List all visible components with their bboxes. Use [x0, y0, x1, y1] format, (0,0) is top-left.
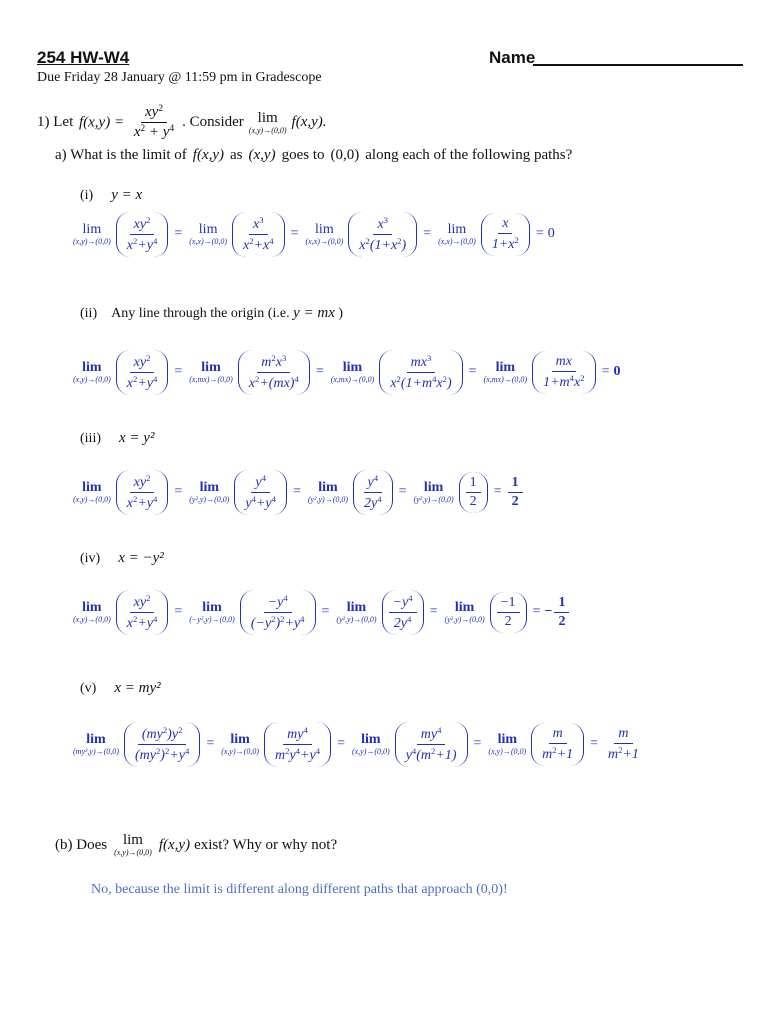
part-a-question: a) What is the limit of f(x,y) as (x,y) goes to (0,0) along each of the following paths?: [55, 147, 573, 163]
path-v-work: lim (my²,y)→(0,0) $\frac{(my^2)y^2}{(my^2)^2+y^4}$ = lim (x,y)→(0,0) $\frac{my^4}{m^2y^4+y^4}$ = lim (x,y)→(0,0) $\frac{my^4}{y^4(m^2+1)}$ = lim (x,y)→(0,0) $\frac{m}{m^2+1}$ = $\frac{m}{m^2+1}$: [70, 722, 645, 767]
path-iv-label: (iv) x = −y²: [80, 550, 164, 566]
part-b-answer: No, because the limit is different along different paths that approach (0,0)!: [91, 882, 508, 897]
path-v-label: (v) x = my²: [80, 680, 161, 696]
path-iv-work: lim (x,y)→(0,0) $\frac{xy^2}{x^2+y^4}$ = lim (−y²,y)→(0,0) $\frac{-y^4}{(-y^2)^2+y^4}$ = lim (y²,y)→(0,0) $\frac{-y^4}{2y^4}$ = lim (y²,y)→(0,0) $\frac{-1}{2}$ = − $\frac{1}{2}$: [70, 590, 571, 635]
limit-operator: lim (x,y)→(0,0): [248, 109, 287, 135]
question-1: [37, 104, 327, 142]
homework-title: 254 HW-W4: [37, 48, 130, 67]
q1-prefix: 1) Let: [37, 114, 74, 131]
path-ii-work: lim (x,y)→(0,0) $\frac{xy^2}{x^2+y^4}$ = lim (x,mx)→(0,0) $\frac{m^2x^3}{x^2+(mx)^4}$ = lim (x,mx)→(0,0) $\frac{mx^3}{x^2(1+m^4x^2)}$ = lim (x,mx)→(0,0) $\frac{mx}{1+m^4x^2}$ = 0: [70, 350, 620, 395]
name-line: [533, 64, 743, 66]
path-iii-label: (iii) x = y²: [80, 430, 155, 446]
due-date: Due Friday 28 January @ 11:59 pm in Gradescope: [37, 70, 322, 85]
part-a-goes-to: goes to: [281, 147, 325, 163]
limit-function: f(x,y).: [291, 114, 327, 131]
path-i-label: (i) y = x: [80, 187, 143, 203]
path-ii-label: (ii) Any line through the origin (i.e. y = mx ): [80, 305, 344, 321]
path-i-work: lim (x,y)→(0,0) $\frac{xy^2}{x^2+y^4}$ = lim (x,x)→(0,0) $\frac{x^3}{x^2+x^4}$ = lim (x,x)→(0,0) $\frac{x^3}{x^2(1+x^2)}$ = lim (x,x)→(0,0) $\frac{x}{1+x^2}$ = 0: [70, 212, 555, 257]
function-definition: f(x,y) = $\frac{xy^2}{x^2 + y^4}$: [75, 104, 175, 141]
part-a-as: as: [230, 147, 243, 163]
part-a-along: along each of the following paths?: [365, 147, 573, 163]
part-b-question: (b) Does lim (x,y)→(0,0) f(x,y) exist? Why or why not?: [55, 832, 338, 857]
part-a-lead: a) What is the limit of: [55, 147, 187, 163]
q1-consider: . Consider: [182, 114, 244, 131]
path-iii-work: lim (x,y)→(0,0) $\frac{xy^2}{x^2+y^4}$ = lim (y²,y)→(0,0) $\frac{y^4}{y^4+y^4}$ = lim (y²,y)→(0,0) $\frac{y^4}{2y^4}$ = lim (y²,y)→(0,0) $\frac{1}{2}$ = $\frac{1}{2}$: [70, 470, 525, 515]
name-label: Name: [489, 48, 536, 67]
